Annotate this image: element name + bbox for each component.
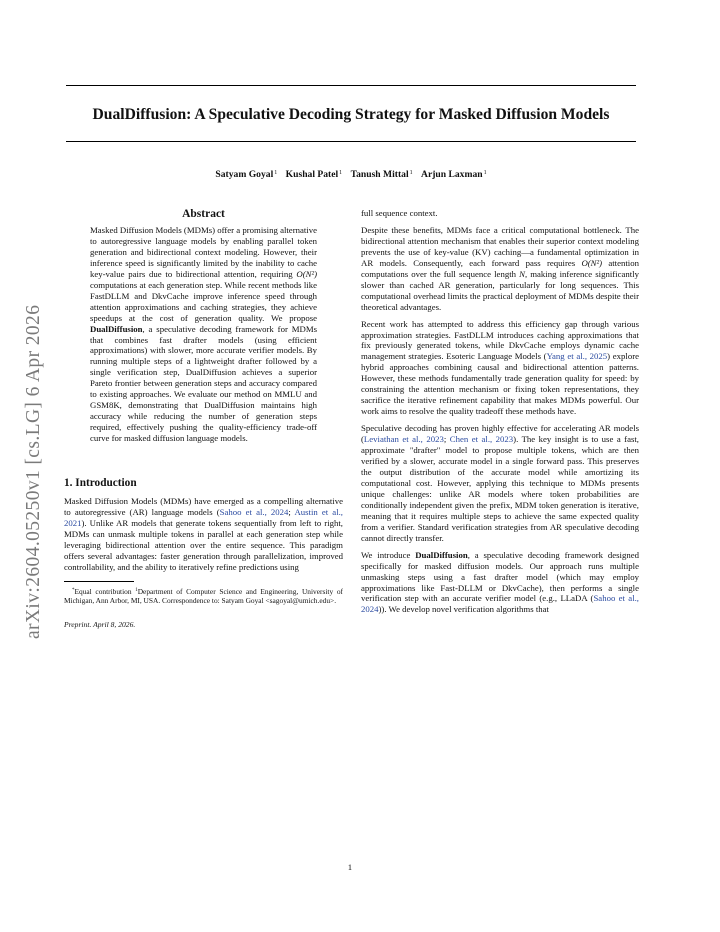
abstract-heading: Abstract <box>182 208 225 220</box>
arxiv-identifier[interactable]: arXiv:2604.05250v1 [cs.LG] 6 Apr 2026 <box>23 304 44 639</box>
preprint-date: Preprint. April 8, 2026. <box>64 620 136 630</box>
footnote-rule <box>64 581 134 582</box>
author: Arjun Laxman$^1$ <box>421 169 487 180</box>
top-rule <box>66 85 636 86</box>
citation-link[interactable]: Sahoo et al., 2024 <box>219 507 289 518</box>
section-heading-introduction: 1. Introduction <box>64 477 137 490</box>
page-number: 1 <box>347 862 353 872</box>
left-column <box>64 201 343 631</box>
intro-paragraph: Masked Diffusion Models (MDMs) have emerged as a compelling alternative to autoregressive (AR) language models (Sahoo et al., 2024; Austin et al., 2021). Unlike AR models that generate tokens sequentially from left to right, MDMs can unmask multiple tokens in parallel at each generation step while leveraging bidirectional attention over the entire sequence. This paradigm offers several advantages: faster generation through parallelization, improved controllability, and the ability to iteratively refine predictions using <box>64 496 343 572</box>
abstract-text: Masked Diffusion Models (MDMs) offer a promising alternative to autoregressive language models by enabling parallel token generation and bidirectional context modeling. However, their inference speed is significantly limited by the inability to cache key-value pairs due to bidirectional attention, requiring O(N²) computations at each generation step. While recent methods like FastDLLM and DkvCache improve inference speed through attention approximations and caching strategies, they achieve speedups at the cost of generation quality. We propose DualDiffusion, a speculative decoding framework for MDMs that combines fast drafter models (using efficient approximations) with slower, more accurate verifier models. By running multiple steps of a lightweight drafter followed by a single verification step, DualDiffusion achieves a superior Pareto frontier between generation steps and accuracy compared to existing approaches. We evaluate our method on MMLU and GSM8K, demonstrating that DualDiffusion maintains high accuracy while reducing the number of generation steps required, effectively pushing the quality-efficiency trade-off curve for masked diffusion language models. <box>90 225 317 444</box>
citation-link[interactable]: Sahoo et al., 2024 <box>361 593 639 615</box>
right-column <box>361 208 639 621</box>
author: Tanush Mittal$^1$ <box>350 169 413 180</box>
footnote: *Equal contribution $^1$Department of Computer Science and Engineering, University of Michigan, Ann Arbor, MI, USA. Correspondence to: Satyam Goyal <sagoyal@umich.edu>. <box>64 586 344 605</box>
citation-link[interactable]: Yang et al., 2025 <box>546 351 608 362</box>
paper-title: DualDiffusion: A Speculative Decoding Strategy for Masked Diffusion Models <box>92 106 610 123</box>
paragraph: full sequence context. <box>361 208 438 218</box>
author: Satyam Goyal$^1$ <box>215 169 278 180</box>
citation-link[interactable]: Chen et al., 2023 <box>449 434 514 445</box>
paragraph: We introduce DualDiffusion, a speculative decoding framework designed specifically for masked diffusion models. Our approach runs multiple unmasking steps using a fast drafter model (which may employ approximations like Fast-DLLM or DkvCache), then performs a single verification step with an accurate verifier model (e.g., LLaDA (Sahoo et al., 2024)). We develop novel verification algorithms that <box>361 549 639 615</box>
title-bottom-rule <box>66 141 636 142</box>
author-list <box>60 167 642 181</box>
paragraph: Speculative decoding has proven highly effective for accelerating AR models (Leviathan et al., 2023; Chen et al., 2023). The key insight is to use a fast, approximate "drafter" model to propose multiple tokens, which are then verified by a slower, accurate model in a single forward pass. This preserves the output distribution of the accurate model while amortizing its computational cost. However, applying this technique to MDMs presents unique challenges: unlike AR models where token probabilities are conditionally independent given the prefix, MDM token generation is iterative, meaning that it requires multiple steps to achieve the same expected quality from a verifier. Standard verification strategies from AR speculative decoding cannot directly transfer. <box>361 423 639 543</box>
paragraph: Despite these benefits, MDMs face a critical computational bottleneck. The bidirectional attention mechanism that enables their superior context modeling prevents the use of key-value (KV) caching—a fundamental optimization in AR models. Consequently, each forward pass requires O(N²) attention computations over the full sequence length N, making inference significantly slower than cached AR generation, particularly for long sequences. This computational overhead limits the practical deployment of MDMs despite their theoretical advantages. <box>361 224 639 312</box>
citation-link[interactable]: Austin et al., 2021 <box>64 507 343 528</box>
author: Kushal Patel$^1$ <box>285 169 343 180</box>
citation-link[interactable]: Leviathan et al., 2023 <box>363 434 444 445</box>
paragraph: Recent work has attempted to address this efficiency gap through various approximation strategies. FastDLLM introduces caching approximations that fix previously generated tokens, while DkvCache employs dynamic cache management strategies. Esoteric Language Models (Yang et al., 2025) explore hybrid approaches combining causal and bidirectional attention patterns. However, these methods fundamentally trade generation quality for speed: by constraining the attention mechanism or fixing token representations, they sacrifice the iterative refinement capability that makes MDMs powerful. Our work aims to resolve the quality tradeoff these methods have. <box>361 318 639 417</box>
